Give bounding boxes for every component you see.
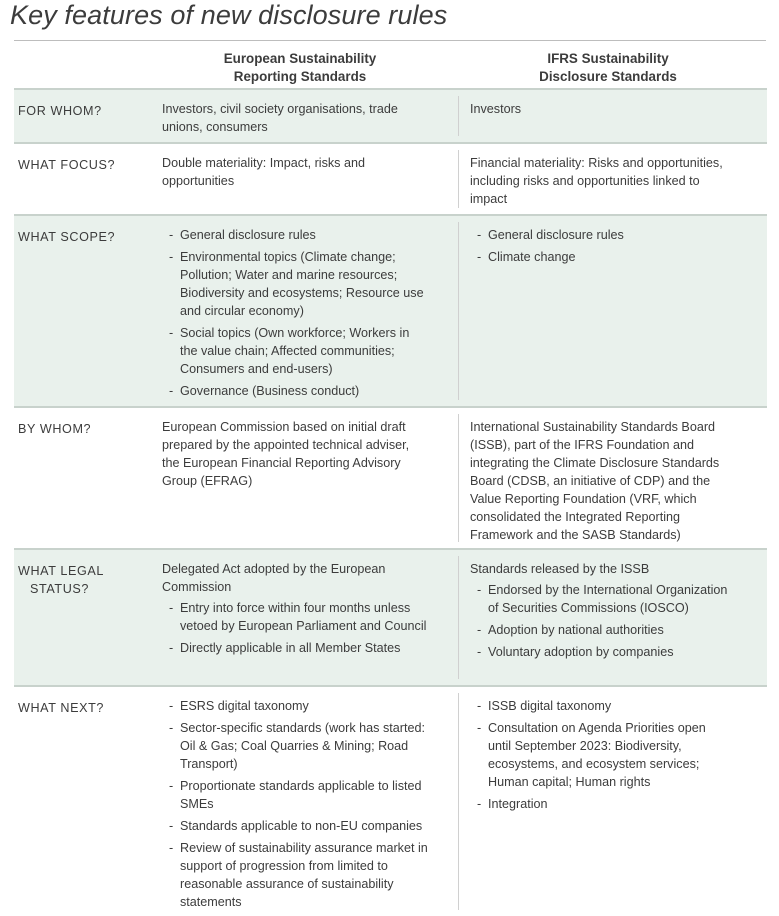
cell-text-line: consolidated the Integrated Reporting [470, 510, 681, 524]
bullet-item [470, 719, 765, 791]
cell-text-line: Framework and the SASB Standards) [470, 528, 681, 542]
row-divider [14, 214, 767, 216]
cell-text-line: Group (EFRAG) [162, 474, 253, 488]
bullet-text-line: support of progression from limited to [180, 859, 388, 873]
cell-text-line: integrating the Climate Disclosure Standards [470, 456, 720, 470]
column-header-line: Reporting Standards [233, 69, 367, 84]
row-label [18, 562, 104, 598]
bullet-item [162, 639, 452, 657]
bullet-text-line: - Review of sustainability assurance market in [162, 839, 452, 857]
bullet-text-line: - Climate change [470, 248, 765, 266]
cell-text-line: (ISSB), part of the IFRS Foundation and [470, 438, 695, 452]
bullet-text-line: - Sector-specific standards (work has started: [162, 719, 452, 737]
issb-cell [470, 154, 765, 208]
bullet-text-line: - Voluntary adoption by companies [470, 643, 765, 661]
column-header-issb [468, 50, 748, 86]
column-header-line: IFRS Sustainability [547, 51, 669, 66]
bullet-text-line: until September 2023: Biodiversity, [488, 739, 682, 753]
bullet-text-line: - Environmental topics (Climate change; [162, 248, 452, 266]
bullet-text-line: - Integration [470, 795, 765, 813]
row-label-line: STATUS? [30, 582, 90, 596]
bullet-text-line: statements [180, 895, 242, 909]
column-header-esrs [160, 50, 440, 86]
esrs-cell [162, 418, 452, 490]
bullet-item [162, 382, 452, 400]
bullet-item [470, 795, 765, 813]
esrs-cell [162, 560, 452, 657]
bullet-text-line: of Securities Commissions (IOSCO) [488, 601, 689, 615]
issb-cell [470, 560, 765, 661]
bullet-text-line: - Endorsed by the International Organization [470, 581, 765, 599]
row-divider [14, 142, 767, 144]
esrs-cell [162, 100, 452, 136]
row-label [18, 420, 91, 438]
cell-text-line: Financial materiality: Risks and opportunities, [470, 156, 723, 170]
row-label-line: BY WHOM? [18, 422, 92, 436]
bullet-text-line: - Governance (Business conduct) [162, 382, 452, 400]
bullet-item [162, 777, 452, 813]
bullet-item [162, 817, 452, 835]
row-divider [14, 548, 767, 550]
cell-text-line: Investors, civil society organisations, trade [162, 102, 398, 116]
bullet-text-line: the value chain; Affected communities; [180, 344, 395, 358]
bullet-list [470, 697, 765, 813]
row-divider [14, 685, 767, 687]
row-label-line: FOR WHOM? [18, 104, 102, 118]
bullet-text-line: - General disclosure rules [470, 226, 765, 244]
row-label-line: WHAT NEXT? [18, 701, 105, 715]
bullet-text-line: vetoed by European Parliament and Council [180, 619, 427, 633]
bullet-text-line: - Directly applicable in all Member States [162, 639, 452, 657]
cell-text-line: International Sustainability Standards Board [470, 420, 716, 434]
cell-text-line: the European Financial Reporting Advisory [162, 456, 401, 470]
bullet-item [162, 697, 452, 715]
cell-text-line: Delegated Act adopted by the European [162, 562, 386, 576]
bullet-item [470, 248, 765, 266]
cell-text-line: Value Reporting Foundation (VRF, which [470, 492, 697, 506]
bullet-text-line: SMEs [180, 797, 214, 811]
row-label [18, 228, 115, 246]
bullet-text-line: - Standards applicable to non-EU companies [162, 817, 452, 835]
row-label-line: WHAT SCOPE? [18, 230, 116, 244]
bullet-list [470, 226, 765, 266]
cell-text-line: Investors [470, 102, 522, 116]
bullet-text-line: Oil & Gas; Coal Quarries & Mining; Road [180, 739, 409, 753]
column-divider [458, 414, 459, 542]
bullet-text-line: - Entry into force within four months unless [162, 599, 452, 617]
row-label [18, 699, 104, 717]
row-label [18, 156, 115, 174]
row-divider [14, 406, 767, 408]
bullet-list [162, 599, 452, 657]
row-label-line: WHAT LEGAL [18, 564, 105, 578]
bullet-list [162, 226, 452, 400]
row-label-line: WHAT FOCUS? [18, 158, 116, 172]
bullet-text-line: Human capital; Human rights [488, 775, 651, 789]
cell-text-line: including risks and opportunities linked to [470, 174, 700, 188]
bullet-item [162, 226, 452, 244]
bullet-item [470, 643, 765, 661]
cell-text-line: European Commission based on initial draft [162, 420, 406, 434]
issb-cell [470, 697, 765, 813]
bullet-text-line: - Proportionate standards applicable to listed [162, 777, 452, 795]
bullet-text-line: Biodiversity and ecosystems; Resource use [180, 286, 424, 300]
bullet-text-line: - Adoption by national authorities [470, 621, 765, 639]
bullet-list [162, 697, 452, 911]
cell-text-line: Commission [162, 580, 232, 594]
bullet-item [162, 839, 452, 911]
bullet-text-line: Consumers and end-users) [180, 362, 333, 376]
column-divider [458, 96, 459, 136]
bullet-item [162, 599, 452, 635]
title-divider [14, 40, 766, 41]
bullet-item [162, 324, 452, 378]
cell-text-line: prepared by the appointed technical adviser, [162, 438, 410, 452]
cell-text-line: opportunities [162, 174, 235, 188]
column-divider [458, 222, 459, 400]
cell-text-line: Board (CDSB, an initiative of CDP) and the [470, 474, 711, 488]
row-divider [14, 88, 767, 90]
column-header-line: European Sustainability [223, 51, 377, 66]
bullet-item [470, 621, 765, 639]
bullet-text-line: - ISSB digital taxonomy [470, 697, 765, 715]
bullet-text-line: - General disclosure rules [162, 226, 452, 244]
bullet-text-line: ecosystems, and ecosystem services; [488, 757, 700, 771]
bullet-item [162, 719, 452, 773]
issb-cell [470, 100, 765, 118]
cell-text-line: Double materiality: Impact, risks and [162, 156, 365, 170]
bullet-list [470, 581, 765, 661]
issb-cell [470, 418, 765, 544]
column-divider [458, 556, 459, 679]
issb-cell [470, 226, 765, 266]
cell-text-line: Standards released by the ISSB [470, 562, 650, 576]
bullet-item [470, 697, 765, 715]
cell-text-line: unions, consumers [162, 120, 268, 134]
row-label [18, 102, 102, 120]
bullet-item [470, 581, 765, 617]
column-header-line: Disclosure Standards [539, 69, 677, 84]
column-divider [458, 693, 459, 910]
esrs-cell [162, 154, 452, 190]
bullet-item [470, 226, 765, 244]
column-divider [458, 150, 459, 208]
bullet-text-line: - ESRS digital taxonomy [162, 697, 452, 715]
bullet-text-line: and circular economy) [180, 304, 304, 318]
bullet-item [162, 248, 452, 320]
bullet-text-line: - Social topics (Own workforce; Workers in [162, 324, 452, 342]
esrs-cell [162, 226, 452, 400]
bullet-text-line: - Consultation on Agenda Priorities open [470, 719, 765, 737]
esrs-cell [162, 697, 452, 911]
bullet-text-line: Transport) [180, 757, 238, 771]
bullet-text-line: reasonable assurance of sustainability [180, 877, 394, 891]
page-title: Key features of new disclosure rules [10, 0, 448, 30]
cell-text-line: impact [470, 192, 508, 206]
bullet-text-line: Pollution; Water and marine resources; [180, 268, 398, 282]
